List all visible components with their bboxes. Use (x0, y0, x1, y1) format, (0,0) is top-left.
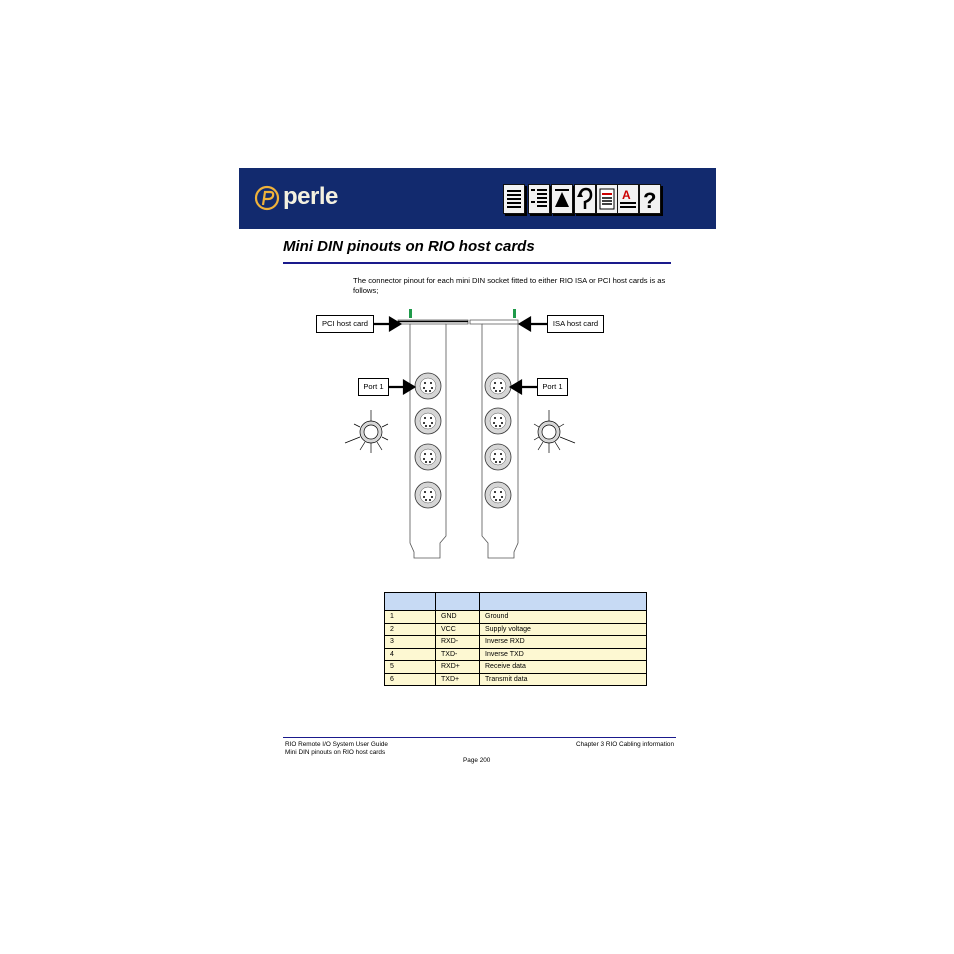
table-row (385, 673, 647, 686)
footer-divider (283, 737, 676, 738)
signal-description: Supply voltage (480, 623, 647, 636)
isa-bracket-tab (513, 309, 516, 318)
perle-logo-icon (254, 185, 280, 211)
contents-icon[interactable] (503, 184, 525, 214)
index-icon[interactable] (528, 184, 550, 214)
table-row (385, 661, 647, 674)
pin-number: 2 (385, 623, 436, 636)
intro-paragraph: The connector pinout for each mini DIN socket fitted to either RIO ISA or PCI host cards is as follows; (353, 276, 666, 295)
table-row (385, 611, 647, 624)
port1-label-pci: Port 1 (358, 378, 389, 396)
page-number: Page 200 (463, 757, 491, 764)
svg-text:?: ? (643, 188, 657, 213)
table-row (385, 648, 647, 661)
pci-bracket (398, 320, 468, 558)
callout-arrows (374, 318, 548, 393)
table-header-cell (385, 593, 436, 611)
back-icon[interactable] (574, 184, 596, 214)
logo-text: perle (283, 183, 338, 210)
signal-name: VCC (436, 623, 480, 636)
title-divider (283, 262, 671, 264)
pin-number: 4 (385, 648, 436, 661)
host-card-diagram (330, 300, 620, 565)
signal-name: RXD- (436, 636, 480, 649)
isa-host-card-label: ISA host card (547, 315, 604, 333)
signal-name: GND (436, 611, 480, 624)
signal-description: Receive data (480, 661, 647, 674)
pin-number: 1 (385, 611, 436, 624)
signal-name: RXD+ (436, 661, 480, 674)
signal-description: Transmit data (480, 673, 647, 686)
signal-description: Inverse TXD (480, 648, 647, 661)
page-title: Mini DIN pinouts on RIO host cards (283, 238, 535, 255)
table-row (385, 623, 647, 636)
port1-label-isa: Port 1 (537, 378, 568, 396)
footer-guide-title: RIO Remote I/O System User Guide (285, 741, 388, 748)
top-icon[interactable] (551, 184, 573, 214)
signal-name: TXD- (436, 648, 480, 661)
pin-number: 3 (385, 636, 436, 649)
signal-name: TXD+ (436, 673, 480, 686)
svg-text:A: A (622, 188, 631, 202)
pci-host-card-label: PCI host card (316, 315, 374, 333)
pinout-detail-right (534, 410, 575, 453)
table-row (385, 636, 647, 649)
footer-section-title: Mini DIN pinouts on RIO host cards (285, 749, 386, 756)
glossary-icon[interactable] (617, 184, 639, 214)
pin-number: 5 (385, 661, 436, 674)
signal-description: Ground (480, 611, 647, 624)
pinout-table (384, 592, 647, 686)
pin-number: 6 (385, 673, 436, 686)
isa-bracket (470, 320, 518, 558)
pci-bracket-tab (409, 309, 412, 318)
footer-chapter: Chapter 3 RIO Cabling information (576, 741, 675, 748)
help-icon[interactable] (639, 184, 661, 214)
table-header-cell (436, 593, 480, 611)
header-banner (239, 168, 716, 229)
signal-description: Inverse RXD (480, 636, 647, 649)
table-header-row (385, 593, 647, 611)
table-header-cell (480, 593, 647, 611)
bookmark-icon[interactable] (596, 184, 618, 214)
pinout-detail-left (345, 410, 388, 453)
